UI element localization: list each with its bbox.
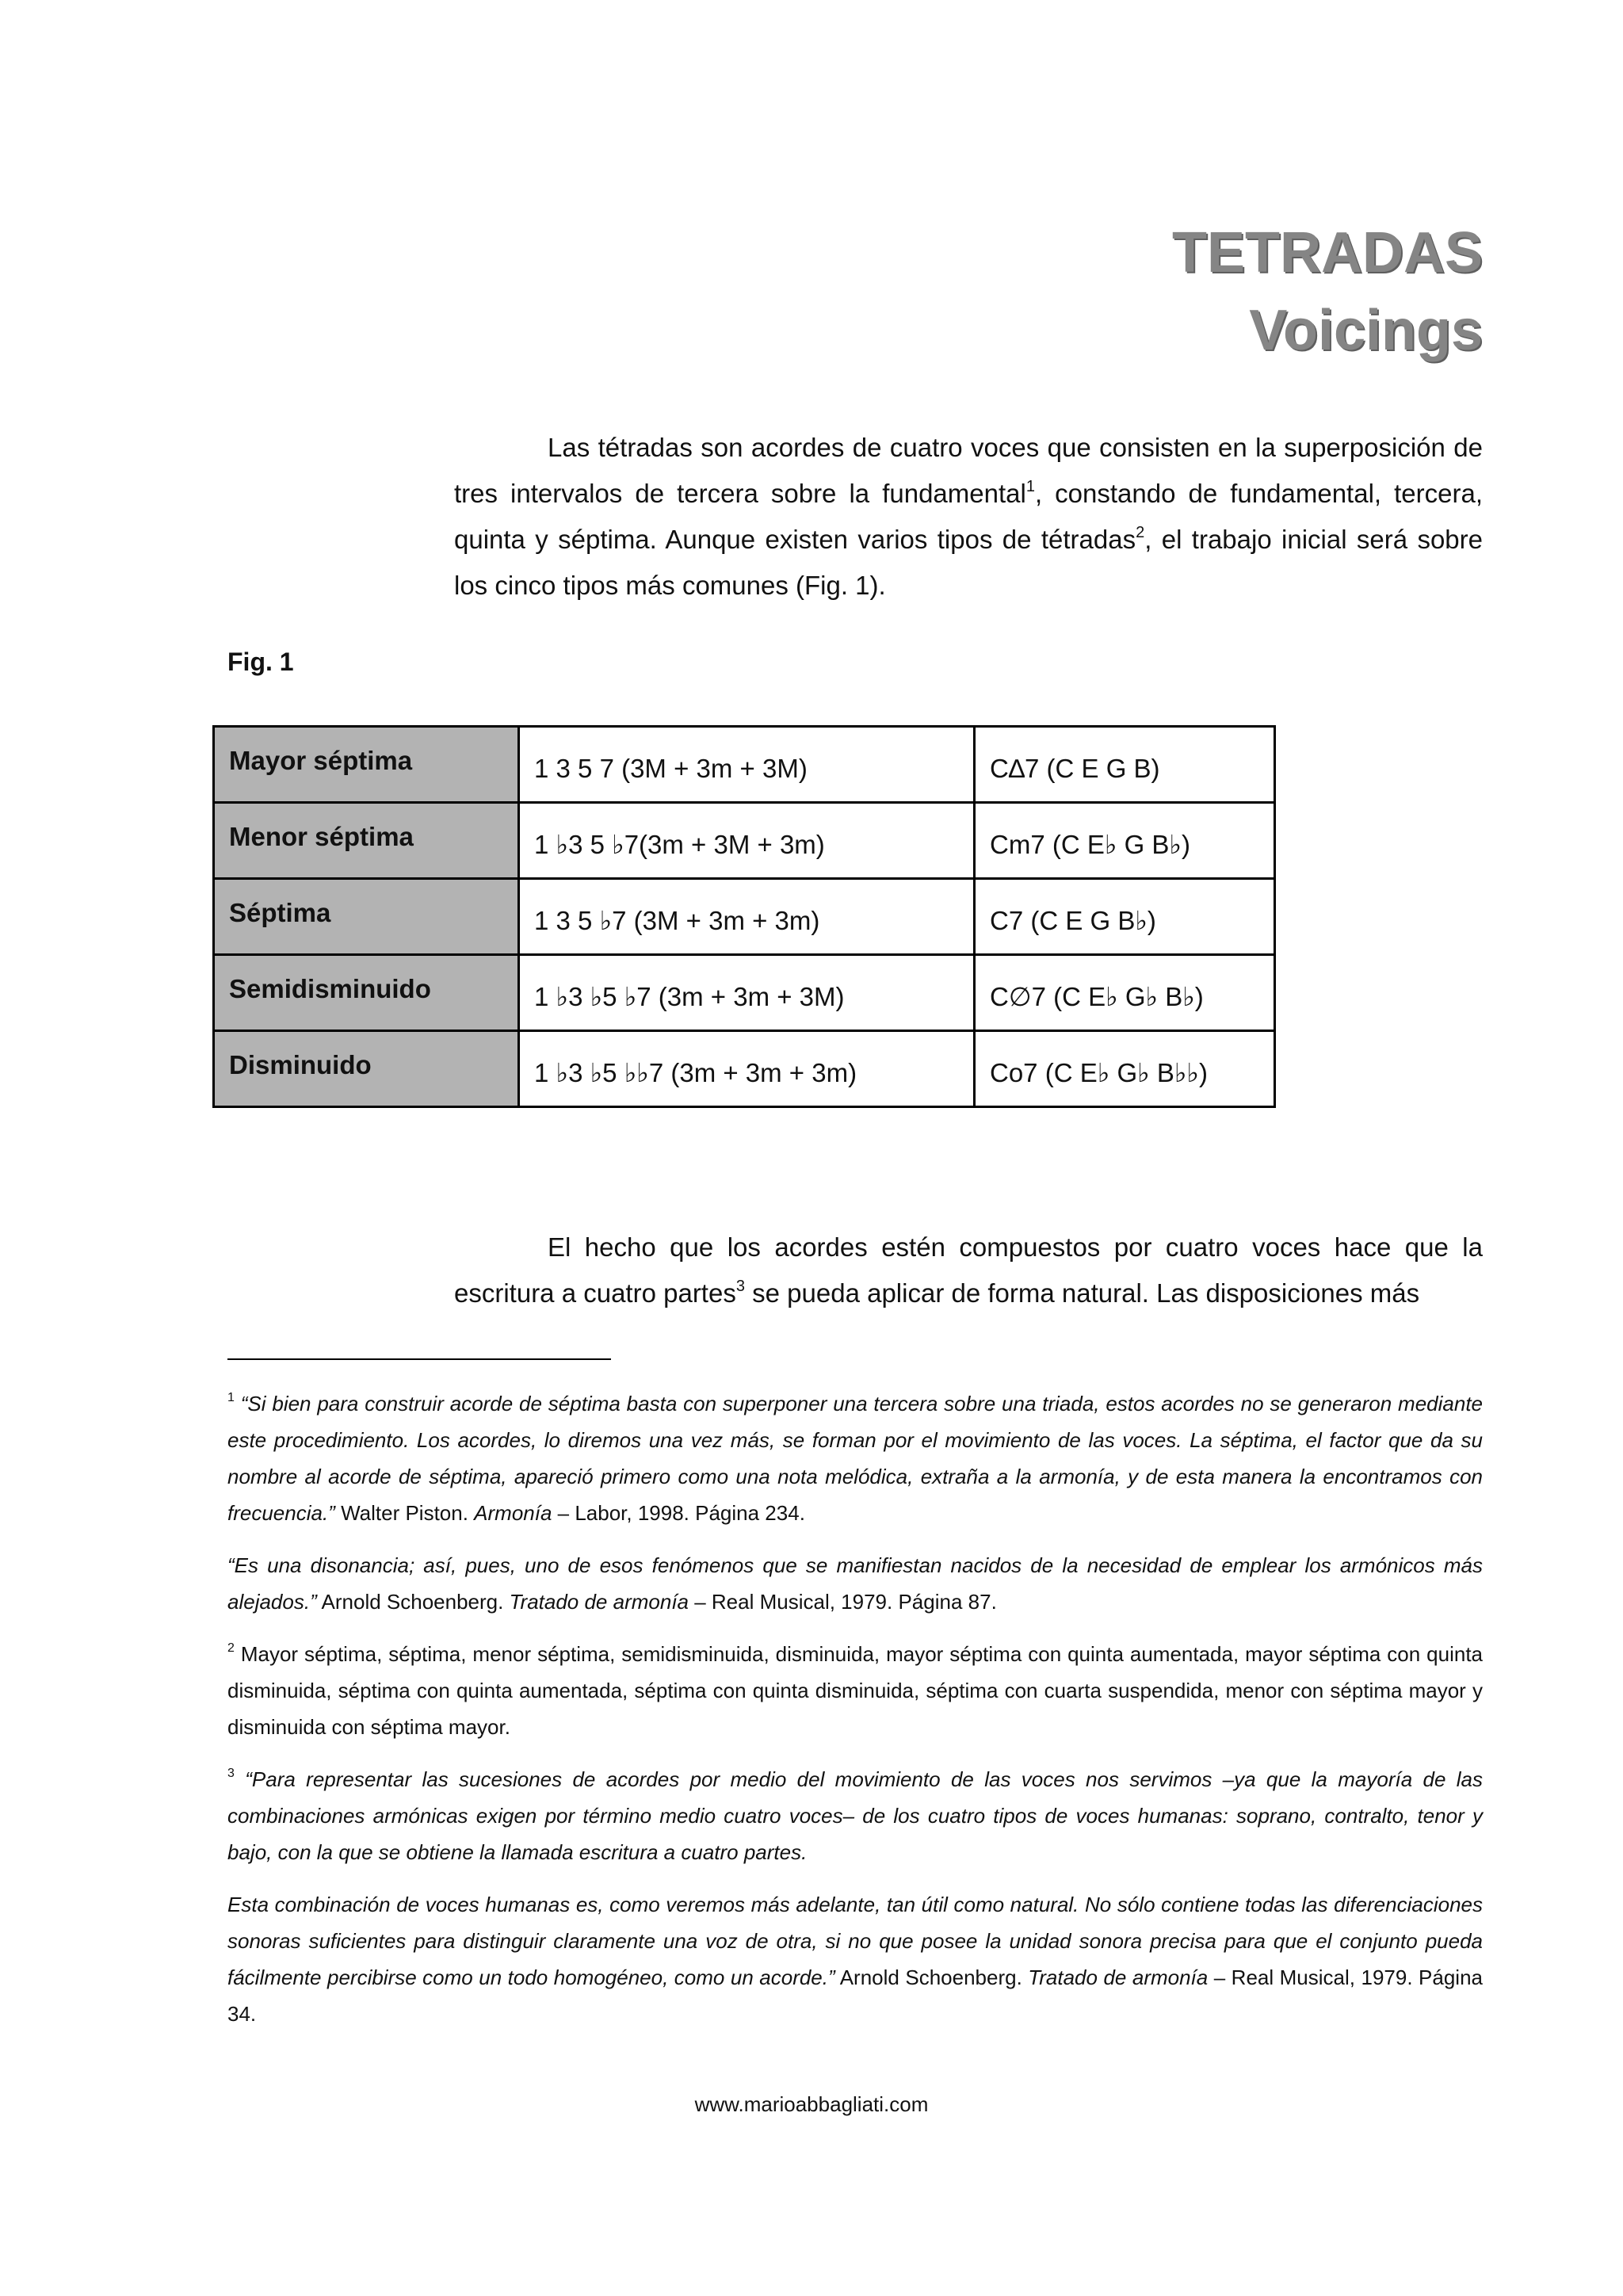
table-row	[214, 955, 1275, 1031]
chord-type-cell: Disminuido	[214, 1031, 519, 1107]
footnote-work: Tratado de armonía	[1028, 1966, 1209, 1989]
footnote-number: 1	[227, 1391, 235, 1404]
interval-formula-cell: 1 ♭3 ♭5 ♭♭7 (3m + 3m + 3m)	[519, 1031, 975, 1107]
body-text-1: El hecho que los acordes estén compuestos por cuatro voces hace que la escritura a cuatro partes	[454, 1232, 1483, 1308]
footnote-work: Tratado de armonía	[509, 1590, 689, 1614]
footnotes	[227, 1385, 1483, 2048]
body-text-2: se pueda aplicar de forma natural. Las disposiciones más	[744, 1278, 1420, 1308]
example-chord-cell: C7 (C E G B♭)	[975, 879, 1275, 955]
tetrad-types-table	[212, 725, 1276, 1108]
intro-text-3: , el trabajo inicial será sobre los cinco tipos más comunes (Fig. 1).	[454, 525, 1484, 600]
footnote-quote: “Si bien para construir acorde de séptima basta con superponer una tercera sobre una triada, estos acordes no se generaron mediante este procedimiento. Los acordes, lo diremos una vez más, se forman por el movimiento de las voces. La séptima, el factor que da su nombre al acorde de séptima, apareció primero como una nota melódica, extraña a la armonía, y de esta manera la encontramos con frecuencia.”	[227, 1392, 1483, 1525]
footnote-ref: – Labor, 1998. Página 234.	[552, 1501, 805, 1525]
example-chord-cell: Cm7 (C E♭ G B♭)	[975, 803, 1275, 879]
footnote-author: Arnold Schoenberg.	[316, 1590, 510, 1614]
chord-type-cell: Semidisminuido	[214, 955, 519, 1031]
interval-formula-cell: 1 ♭3 ♭5 ♭7 (3m + 3m + 3M)	[519, 955, 975, 1031]
table-row	[214, 879, 1275, 955]
footnote-quote: Esta combinación de voces humanas es, como veremos más adelante, tan útil como natural. No sólo contiene todas las diferenciaciones sonoras suficientes para distinguir claramente una voz de otra, si no que posee la unidad sonora precisa para que el conjunto pueda fácilmente percibirse como un todo homogéneo, como un acorde.”	[227, 1893, 1483, 1989]
footnote-ref-3[interactable]: 3	[735, 1278, 745, 1295]
page-title	[1172, 214, 1483, 369]
footnote-number: 3	[227, 1767, 235, 1780]
footnote-ref-1[interactable]: 1	[1025, 478, 1035, 495]
intro-paragraph	[454, 425, 1483, 609]
footnote-author: Arnold Schoenberg.	[834, 1966, 1029, 1989]
footnote-author: Walter Piston.	[334, 1501, 475, 1525]
title-line-2: Voicings	[1249, 299, 1483, 362]
table-row	[214, 1031, 1275, 1107]
table-row	[214, 727, 1275, 803]
chord-type-cell: Mayor séptima	[214, 727, 519, 803]
footnote-1-continued	[227, 1547, 1483, 1620]
footnote-quote: “Para representar las sucesiones de acordes por medio del movimiento de las voces nos servimos –ya que la mayoría de las combinaciones armónicas exigen por término medio cuatro voces– de los cuatro tipos de voces humanas: soprano, contralto, tenor y bajo, con la que se obtiene la llamada escritura a cuatro partes.	[227, 1767, 1483, 1864]
example-chord-cell: Co7 (C E♭ G♭ B♭♭)	[975, 1031, 1275, 1107]
chord-type-cell: Séptima	[214, 879, 519, 955]
footnote-number: 2	[227, 1641, 235, 1655]
interval-formula-cell: 1 3 5 7 (3M + 3m + 3M)	[519, 727, 975, 803]
intro-text-2: , constando de fundamental, tercera, quinta y séptima. Aunque existen varios tipos de tétradas	[454, 479, 1483, 554]
body-paragraph-2	[454, 1224, 1483, 1316]
footnote-1	[227, 1385, 1483, 1531]
footnote-separator	[227, 1358, 611, 1360]
footnote-2	[227, 1636, 1483, 1745]
footer-url[interactable]: www.marioabbagliati.com	[694, 2092, 929, 2116]
footnote-text: Mayor séptima, séptima, menor séptima, semidisminuida, disminuida, mayor séptima con quinta aumentada, mayor séptima con quinta disminuida, séptima con quinta aumentada, séptima con quinta disminuida, séptima con cuarta suspendida, menor con séptima mayor y disminuida con séptima mayor.	[227, 1642, 1483, 1739]
chord-type-cell: Menor séptima	[214, 803, 519, 879]
footnote-ref-2[interactable]: 2	[1136, 524, 1145, 541]
table-row	[214, 803, 1275, 879]
title-line-1: TETRADAS	[1172, 221, 1483, 285]
footnote-work: Armonía	[474, 1501, 552, 1525]
footnote-3-continued	[227, 1886, 1483, 2032]
interval-formula-cell: 1 3 5 ♭7 (3M + 3m + 3m)	[519, 879, 975, 955]
intro-text-1: Las tétradas son acordes de cuatro voces que consisten en la superposición de tres intervalos de tercera sobre la fundamental	[454, 433, 1483, 508]
example-chord-cell: C∅7 (C E♭ G♭ B♭)	[975, 955, 1275, 1031]
figure-label: Fig. 1	[227, 648, 294, 676]
example-chord-cell: C∆7 (C E G B)	[975, 727, 1275, 803]
footnote-ref: – Real Musical, 1979. Página 87.	[689, 1590, 997, 1614]
footnote-ref: – Real Musical, 1979. Página 34.	[227, 1966, 1483, 2026]
interval-formula-cell: 1 ♭3 5 ♭7(3m + 3M + 3m)	[519, 803, 975, 879]
footnote-quote: “Es una disonancia; así, pues, uno de esos fenómenos que se manifiestan nacidos de la necesidad de emplear los armónicos más alejados.”	[227, 1553, 1483, 1614]
footnote-3	[227, 1761, 1483, 1870]
